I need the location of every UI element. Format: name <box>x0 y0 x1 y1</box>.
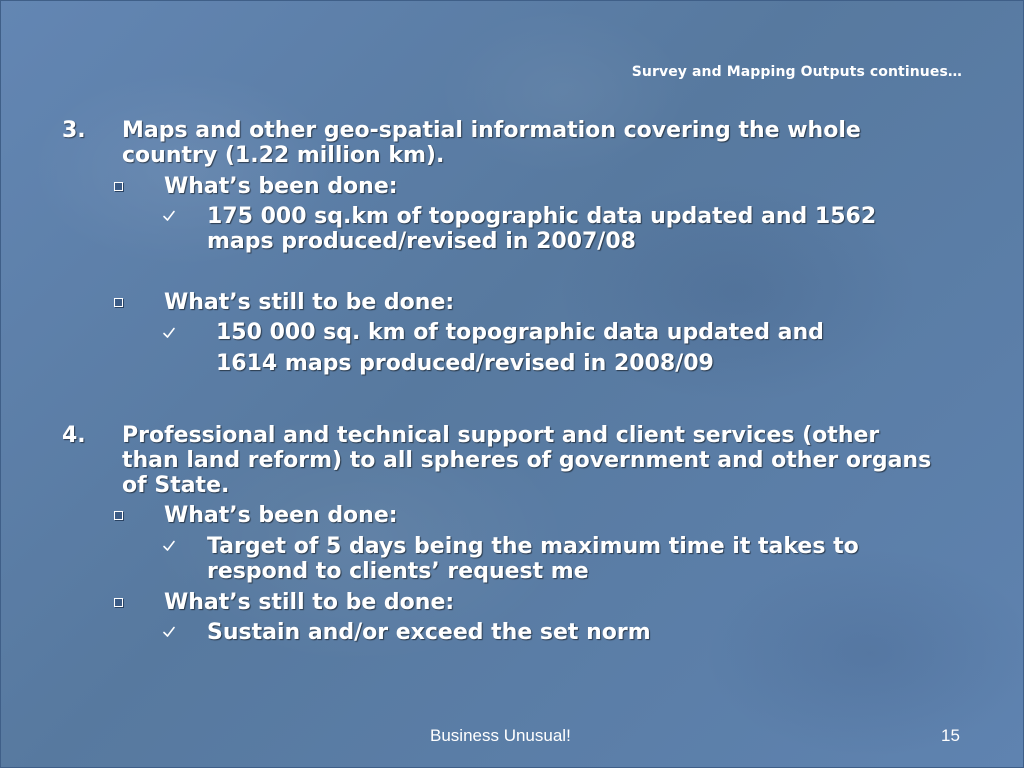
checkmark-icon <box>162 209 176 223</box>
checkmark-icon <box>162 539 176 553</box>
item-3-heading-line-1: Maps and other geo-spatial information covering the whole <box>122 118 861 143</box>
item-3-done-text-line-1: 175 000 sq.km of topographic data updated and 1562 <box>207 204 877 229</box>
slide-header-title: Survey and Mapping Outputs continues… <box>631 64 962 80</box>
square-bullet-icon <box>114 298 123 307</box>
item-3-number: 3. <box>62 118 86 143</box>
item-4-todo-text-line-1: Sustain and/or exceed the set norm <box>207 620 651 645</box>
checkmark-icon <box>162 625 176 639</box>
checkmark-icon <box>162 326 176 340</box>
item-4-heading-line-2: than land reform) to all spheres of government and other organs <box>122 448 932 473</box>
item-4-done-text-line-1: Target of 5 days being the maximum time it takes to <box>207 534 859 559</box>
item-3-heading-line-2: country (1.22 million km). <box>122 143 445 168</box>
item-4-heading-line-1: Professional and technical support and client services (other <box>122 423 880 448</box>
item-3-todo-text-line-2: 1614 maps produced/revised in 2008/09 <box>216 351 714 376</box>
item-3-done-text-line-2: maps produced/revised in 2007/08 <box>207 229 636 254</box>
footer-caption: Business Unusual! <box>430 726 571 745</box>
item-4-todo-label: What’s still to be done: <box>164 590 455 615</box>
square-bullet-icon <box>114 511 123 520</box>
square-bullet-icon <box>114 598 123 607</box>
item-3-todo-label: What’s still to be done: <box>164 290 455 315</box>
page-number: 15 <box>941 726 960 745</box>
item-4-done-text-line-2: respond to clients’ request me <box>207 559 589 584</box>
item-4-number: 4. <box>62 423 86 448</box>
item-4-heading-line-3: of State. <box>122 473 230 498</box>
item-3-todo-text-line-1: 150 000 sq. km of topographic data updated and <box>216 320 824 345</box>
item-4-done-label: What’s been done: <box>164 503 398 528</box>
item-3-done-label: What’s been done: <box>164 174 398 199</box>
square-bullet-icon <box>114 182 123 191</box>
